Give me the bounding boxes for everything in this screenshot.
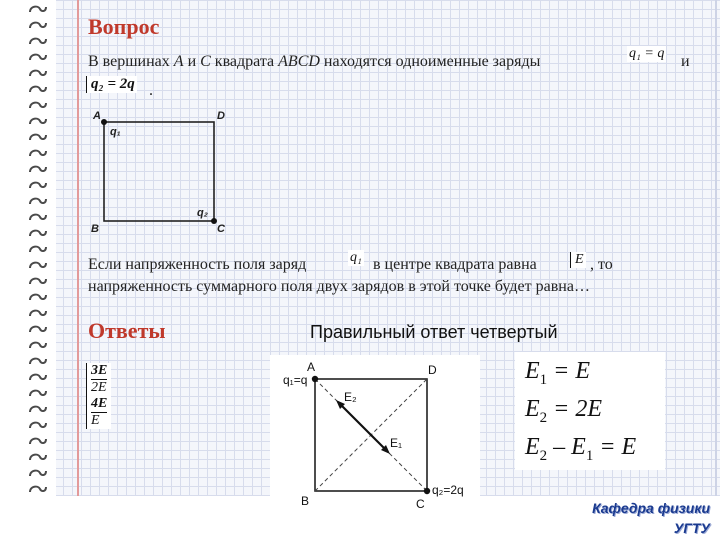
answers-heading: Ответы (88, 318, 166, 343)
spiral-ring (28, 244, 48, 255)
q1-label: q₁ (110, 126, 121, 138)
square-name: ABCD (278, 53, 320, 70)
spiral-ring (28, 4, 48, 15)
spiral-ring (28, 276, 48, 287)
spiral-binding (0, 0, 56, 496)
q2-formula: q₂ = 2q (86, 76, 137, 93)
q2-label: q₂ (197, 207, 208, 219)
spiral-ring (28, 20, 48, 31)
spiral-ring (28, 212, 48, 223)
answer-option-2: 2E (91, 380, 107, 395)
question-line-1 (88, 53, 540, 71)
equation-3-middle: – E (547, 434, 586, 460)
spiral-ring (28, 484, 48, 495)
question-square-diagram (80, 100, 240, 245)
spiral-ring (28, 100, 48, 111)
spiral-ring (28, 84, 48, 95)
right-edge-line (715, 0, 717, 496)
spiral-ring (28, 36, 48, 47)
spiral-ring (28, 68, 48, 79)
equation-1-lhs: E (525, 358, 540, 384)
vertex-c-symbol: C (200, 53, 211, 70)
spiral-ring (28, 452, 48, 463)
charge-q1-dot (312, 376, 318, 382)
margin-line (77, 0, 79, 496)
q1-symbol: q₁ (350, 250, 362, 265)
question-line-3: напряженность суммарного поля двух зарядов в этой точке будет равна… (88, 278, 590, 295)
spiral-ring (28, 468, 48, 479)
answer-e2-label: E₂ (344, 390, 357, 404)
question-heading: Вопрос (88, 14, 160, 39)
answer-options (86, 363, 111, 429)
answer-q1-label: q₁=q (283, 373, 308, 387)
charge-q2-dot (424, 488, 430, 494)
question-text-part: и (183, 53, 201, 70)
spiral-ring (28, 116, 48, 127)
vertex-c-label: C (217, 223, 225, 235)
vertex-a-label: A (93, 110, 101, 122)
equations-panel (515, 352, 665, 470)
answer-option-3: 4E (91, 396, 108, 411)
department-footer (560, 498, 710, 538)
spiral-ring (28, 164, 48, 175)
spiral-ring (28, 148, 48, 159)
question-line-2-middle: в центре квадрата равна (373, 256, 537, 273)
spiral-ring (28, 324, 48, 335)
equation-1 (525, 358, 590, 389)
footer-university: УГТУ (673, 520, 710, 536)
answer-e1-label: E₁ (390, 436, 403, 450)
conjunction-and: и (681, 53, 690, 70)
spiral-ring (28, 372, 48, 383)
q1-formula: q₁ = q (629, 46, 665, 61)
answer-vertex-d-label: D (428, 363, 437, 377)
charge-q1-dot (101, 119, 107, 125)
equation-3-lhs: E (525, 434, 540, 460)
spiral-ring (28, 260, 48, 271)
spiral-ring (28, 404, 48, 415)
spiral-ring (28, 228, 48, 239)
spiral-ring (28, 292, 48, 303)
answer-vertex-a-label: A (307, 360, 316, 374)
spiral-ring (28, 340, 48, 351)
spiral-ring (28, 52, 48, 63)
question-line-2-start: Если напряженность поля заряд (88, 256, 307, 273)
answer-q2-label: q₂=2q (432, 483, 464, 497)
equation-3-subscript-2: 1 (585, 447, 594, 464)
vertex-b-label: B (91, 223, 99, 235)
question-line-2-end: , то (590, 256, 613, 273)
question-text-part: квадрата (210, 53, 279, 70)
footer-department: Кафедра физики (592, 500, 710, 516)
spiral-ring (28, 132, 48, 143)
spiral-ring (28, 420, 48, 431)
vertex-d-label: D (217, 110, 225, 122)
equation-2-rhs: = 2E (547, 396, 603, 422)
vertex-a-symbol: A (173, 53, 184, 70)
answer-option-4: E (91, 412, 107, 429)
equation-3 (525, 434, 636, 465)
answer-option-1: 3E (91, 363, 108, 378)
question-text-part: В вершинах (88, 53, 174, 70)
equation-2 (525, 396, 602, 427)
spiral-ring (28, 308, 48, 319)
period: . (149, 82, 153, 99)
equation-1-rhs: = E (547, 358, 591, 384)
equation-1-subscript: 1 (539, 371, 548, 388)
equation-2-lhs: E (525, 396, 540, 422)
spiral-ring (28, 196, 48, 207)
correct-answer-note: Правильный ответ четвертый (310, 322, 558, 342)
spiral-ring (28, 356, 48, 367)
equation-3-rhs: = E (593, 434, 637, 460)
answer-vertex-b-label: B (301, 494, 310, 508)
spiral-ring (28, 180, 48, 191)
equation-2-subscript: 2 (539, 409, 548, 426)
question-text-part: находятся одноименные заряды (319, 53, 541, 70)
spiral-ring (28, 388, 48, 399)
answer-vertex-c-label: C (416, 497, 425, 511)
e-symbol: E (570, 252, 586, 268)
equation-3-subscript: 2 (539, 447, 548, 464)
spiral-ring (28, 436, 48, 447)
